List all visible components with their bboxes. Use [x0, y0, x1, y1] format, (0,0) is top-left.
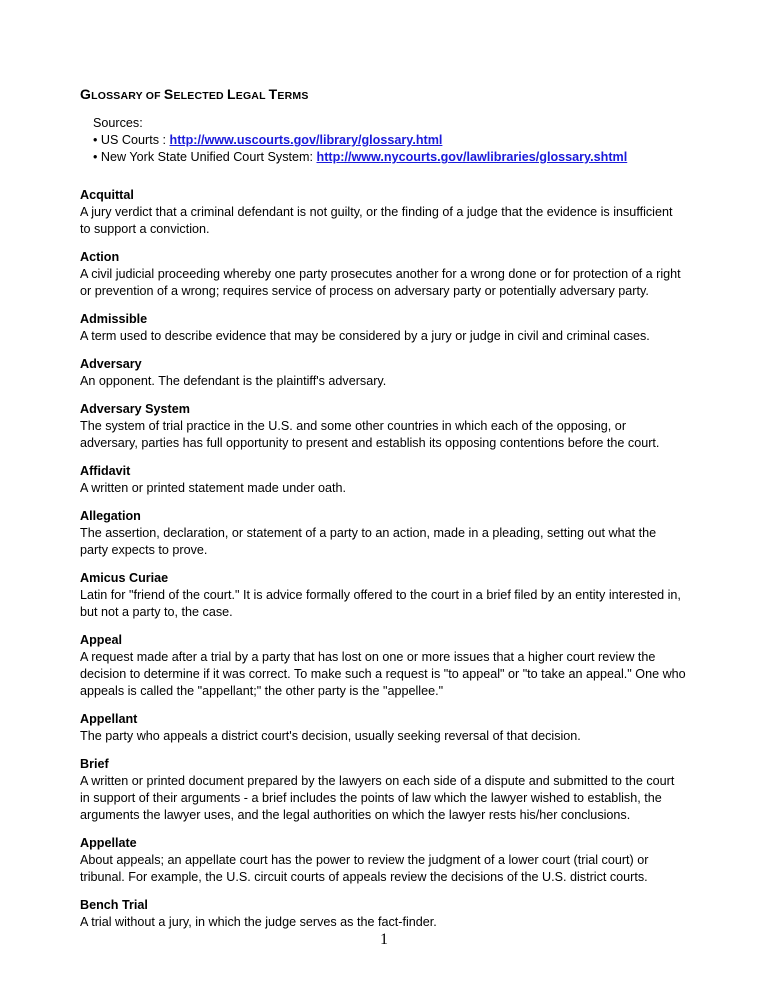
glossary-term: Affidavit — [80, 464, 131, 478]
definition-line: tribunal. For example, the U.S. circuit courts of appeals review the decisions of the U.S. district courts. — [80, 870, 648, 884]
source-link-uscourts[interactable]: http://www.uscourts.gov/library/glossary.html — [169, 133, 443, 147]
glossary-term: Amicus Curiae — [80, 571, 169, 585]
glossary-term: Acquittal — [80, 188, 134, 202]
title-part: L — [226, 86, 236, 102]
title-part: ERMS — [277, 90, 309, 102]
glossary-term: Admissible — [80, 312, 148, 326]
glossary-definition — [80, 587, 700, 621]
document-title — [80, 86, 309, 102]
title-part: G — [80, 86, 92, 102]
glossary-term: Appeal — [80, 633, 122, 647]
glossary-definition — [80, 266, 700, 300]
glossary-entry — [80, 632, 700, 700]
glossary-definition — [80, 418, 700, 452]
glossary-entry — [80, 356, 700, 390]
definition-line: arguments the lawyer uses, and the legal authorities on which the lawyer rests his/her conclusions. — [80, 808, 631, 822]
title-part: EGAL — [235, 90, 269, 102]
glossary-definition — [80, 373, 700, 390]
source-link-nycourts[interactable]: http://www.nycourts.gov/lawlibraries/glossary.shtml — [316, 150, 628, 164]
glossary-entry — [80, 463, 700, 497]
definition-line: A jury verdict that a criminal defendant is not guilty, or the finding of a judge that the evidence is insufficient — [80, 205, 673, 219]
glossary-entry — [80, 249, 700, 300]
glossary-definition — [80, 852, 700, 886]
definition-line: The party who appeals a district court's decision, usually seeking reversal of that decision. — [80, 729, 581, 743]
definition-line: appeals is called the "appellant;" the other party is the "appellee." — [80, 684, 444, 698]
glossary-term: Appellate — [80, 836, 137, 850]
glossary-definition — [80, 914, 700, 931]
definition-line: A trial without a jury, in which the judge serves as the fact-finder. — [80, 915, 437, 929]
definition-line: party expects to prove. — [80, 543, 208, 557]
source-prefix: • New York State Unified Court System: — [93, 150, 317, 164]
glossary-entry — [80, 570, 700, 621]
glossary-definition — [80, 328, 700, 345]
source-item — [93, 132, 627, 149]
source-item — [93, 149, 627, 166]
glossary-entry — [80, 508, 700, 559]
definition-line: adversary, parties has full opportunity to present and establish its opposing contentions before the court. — [80, 436, 660, 450]
glossary-entries — [80, 187, 700, 942]
glossary-definition — [80, 204, 700, 238]
definition-line: to support a conviction. — [80, 222, 210, 236]
glossary-entry — [80, 835, 700, 886]
glossary-term: Appellant — [80, 712, 138, 726]
sources-block — [93, 115, 627, 166]
glossary-entry — [80, 187, 700, 238]
definition-line: A written or printed statement made under oath. — [80, 481, 347, 495]
definition-line: An opponent. The defendant is the plaintiff's adversary. — [80, 374, 387, 388]
definition-line: Latin for "friend of the court." It is advice formally offered to the court in a brief filed by an entity interested in, — [80, 588, 681, 602]
glossary-term: Adversary System — [80, 402, 190, 416]
definition-line: About appeals; an appellate court has the power to review the judgment of a lower court (trial court) or — [80, 853, 649, 867]
sources-heading: Sources: — [93, 116, 143, 130]
title-part: S — [163, 86, 174, 102]
glossary-definition — [80, 480, 700, 497]
definition-line: or prevention of a wrong; requires service of process on adversary party or potentially adversary party. — [80, 284, 649, 298]
glossary-entry — [80, 756, 700, 824]
glossary-definition — [80, 649, 700, 700]
definition-line: in support of their arguments - a brief includes the points of law which the lawyer wished to establish, the — [80, 791, 662, 805]
title-part: LOSSARY OF — [91, 90, 164, 102]
glossary-term: Adversary — [80, 357, 142, 371]
glossary-term: Allegation — [80, 509, 141, 523]
definition-line: A term used to describe evidence that may be considered by a jury or judge in civil and criminal cases. — [80, 329, 650, 343]
glossary-term: Brief — [80, 757, 109, 771]
glossary-term: Action — [80, 250, 120, 264]
definition-line: A civil judicial proceeding whereby one party prosecutes another for a wrong done or for protection of a right — [80, 267, 681, 281]
definition-line: The system of trial practice in the U.S. and some other countries in which each of the opposing, or — [80, 419, 627, 433]
glossary-entry — [80, 401, 700, 452]
definition-line: A written or printed document prepared by the lawyers on each side of a dispute and submitted to the court — [80, 774, 675, 788]
definition-line: but not a party to, the case. — [80, 605, 233, 619]
page-number: 1 — [380, 931, 388, 948]
glossary-definition — [80, 728, 700, 745]
glossary-definition — [80, 773, 700, 824]
glossary-entry — [80, 311, 700, 345]
definition-line: decision to determine if it was correct. To make such a request is "to appeal" or "to take an appeal." One who — [80, 667, 686, 681]
title-part: ELECTED — [173, 90, 227, 102]
title-part: T — [268, 86, 278, 102]
glossary-term: Bench Trial — [80, 898, 148, 912]
glossary-definition — [80, 525, 700, 559]
definition-line: The assertion, declaration, or statement of a party to an action, made in a pleading, setting out what the — [80, 526, 657, 540]
source-prefix: • US Courts : — [93, 133, 170, 147]
glossary-entry — [80, 897, 700, 931]
definition-line: A request made after a trial by a party that has lost on one or more issues that a higher court review the — [80, 650, 656, 664]
glossary-entry — [80, 711, 700, 745]
